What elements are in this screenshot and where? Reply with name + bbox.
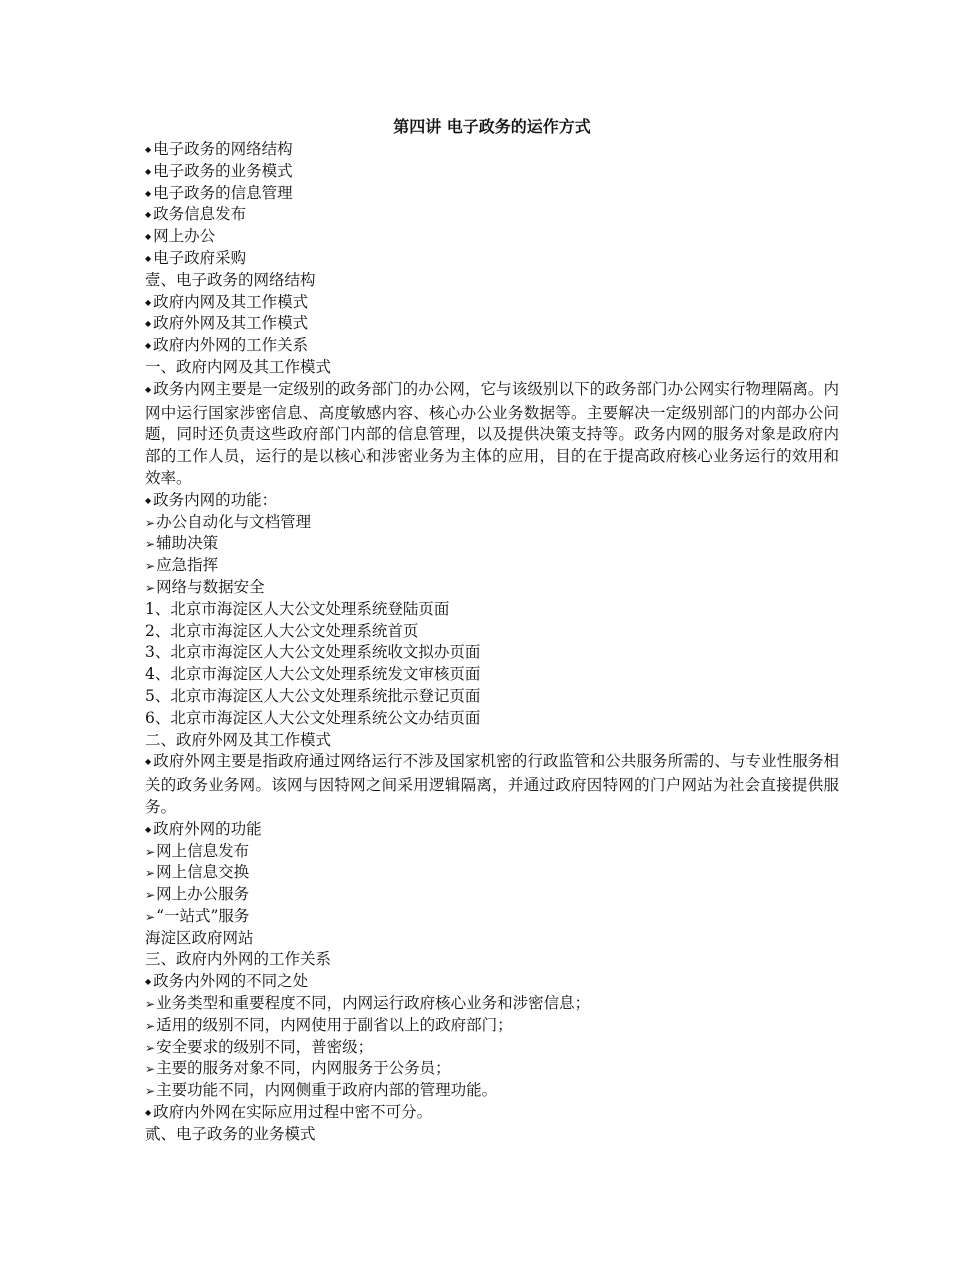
bullet-item: ◆ 政府外网及其工作模式 bbox=[145, 313, 839, 335]
bullet-item: ◆ 电子政府采购 bbox=[145, 248, 839, 270]
heading-line: 3、北京市海淀区人大公文处理系统收文拟办页面 bbox=[145, 643, 481, 662]
arrow-item: ➢ 主要的服务对象不同，内网服务于公务员； bbox=[145, 1058, 839, 1080]
document-body bbox=[145, 139, 839, 1146]
arrow-item: ➢ 应急指挥 bbox=[145, 555, 839, 577]
heading-line: 海淀区政府网站 bbox=[145, 928, 254, 947]
bullet-item: ◆ 政府内外网的工作关系 bbox=[145, 335, 839, 357]
arrow-item: ➢ 办公自动化与文档管理 bbox=[145, 512, 839, 534]
bullet-item: ◆ 政府内网及其工作模式 bbox=[145, 292, 839, 314]
bullet-item: ◆ 电子政务的业务模式 bbox=[145, 161, 839, 183]
heading-line: 二、政府外网及其工作模式 bbox=[145, 730, 332, 749]
page-title: 第四讲 电子政务的运作方式 bbox=[393, 117, 591, 136]
bullet-item: ◆ 电子政务的信息管理 bbox=[145, 183, 839, 205]
arrow-item: ➢ 网络与数据安全 bbox=[145, 577, 839, 599]
bullet-item: ◆ 电子政务的网络结构 bbox=[145, 139, 839, 161]
arrow-item: ➢ 辅助决策 bbox=[145, 533, 839, 555]
bullet-item: ◆ 政府外网的功能 bbox=[145, 819, 839, 841]
heading-line: 5、北京市海淀区人大公文处理系统批示登记页面 bbox=[145, 686, 481, 705]
arrow-item: ➢ 业务类型和重要程度不同，内网运行政府核心业务和涉密信息； bbox=[145, 993, 839, 1015]
bullet-item: ◆ 网上办公 bbox=[145, 226, 839, 248]
heading-line: 6、北京市海淀区人大公文处理系统公文办结页面 bbox=[145, 708, 481, 727]
heading-line: 贰、电子政务的业务模式 bbox=[145, 1124, 316, 1143]
arrow-item: ➢ 主要功能不同，内网侧重于政府内部的管理功能。 bbox=[145, 1080, 839, 1102]
arrow-item: ➢ 安全要求的级别不同，普密级； bbox=[145, 1037, 839, 1059]
heading-line: 2、北京市海淀区人大公文处理系统首页 bbox=[145, 621, 419, 640]
bullet-item: ◆ 政务内外网的不同之处 bbox=[145, 971, 839, 993]
arrow-item: ➢ 网上信息交换 bbox=[145, 862, 839, 884]
bullet-item: ◆ 政务内网的功能： bbox=[145, 490, 839, 512]
heading-line: 壹、电子政务的网络结构 bbox=[145, 270, 316, 289]
arrow-item: ➢ 适用的级别不同，内网使用于副省以上的政府部门； bbox=[145, 1015, 839, 1037]
heading-line: 4、北京市海淀区人大公文处理系统发文审核页面 bbox=[145, 665, 481, 684]
paragraph: ◆ 政府外网主要是指政府通过网络运行不涉及国家机密的行政监管和公共服务所需的、与专业性服务相关的政务业务网。该网与因特网之间采用逻辑隔离，并通过政府因特网的门户网站为社会直接提供服务。 bbox=[145, 751, 839, 818]
bullet-item: ◆ 政府内外网在实际应用过程中密不可分。 bbox=[145, 1102, 839, 1124]
paragraph: ◆ 政务内网主要是一定级别的政务部门的办公网，它与该级别以下的政务部门办公网实行物理隔离。内网中运行国家涉密信息、高度敏感内容、核心办公业务数据等。主要解决一定级别部门的内部办公问题，同时还负责这些政府部门内部的信息管理，以及提供决策支持等。政务内网的服务对象是政府内部的工作人员，运行的是以核心和涉密业务为主体的应用，目的在于提高政府核心业务运行的效用和效率。 bbox=[145, 379, 839, 490]
bullet-item: ◆ 政务信息发布 bbox=[145, 204, 839, 226]
document-page bbox=[145, 114, 839, 1146]
arrow-item: ➢ 网上办公服务 bbox=[145, 884, 839, 906]
heading-line: 三、政府内外网的工作关系 bbox=[145, 950, 332, 969]
heading-line: 一、政府内网及其工作模式 bbox=[145, 357, 332, 376]
arrow-item: ➢ “一站式”服务 bbox=[145, 906, 839, 928]
heading-line: 1、北京市海淀区人大公文处理系统登陆页面 bbox=[145, 599, 450, 618]
arrow-item: ➢ 网上信息发布 bbox=[145, 841, 839, 863]
